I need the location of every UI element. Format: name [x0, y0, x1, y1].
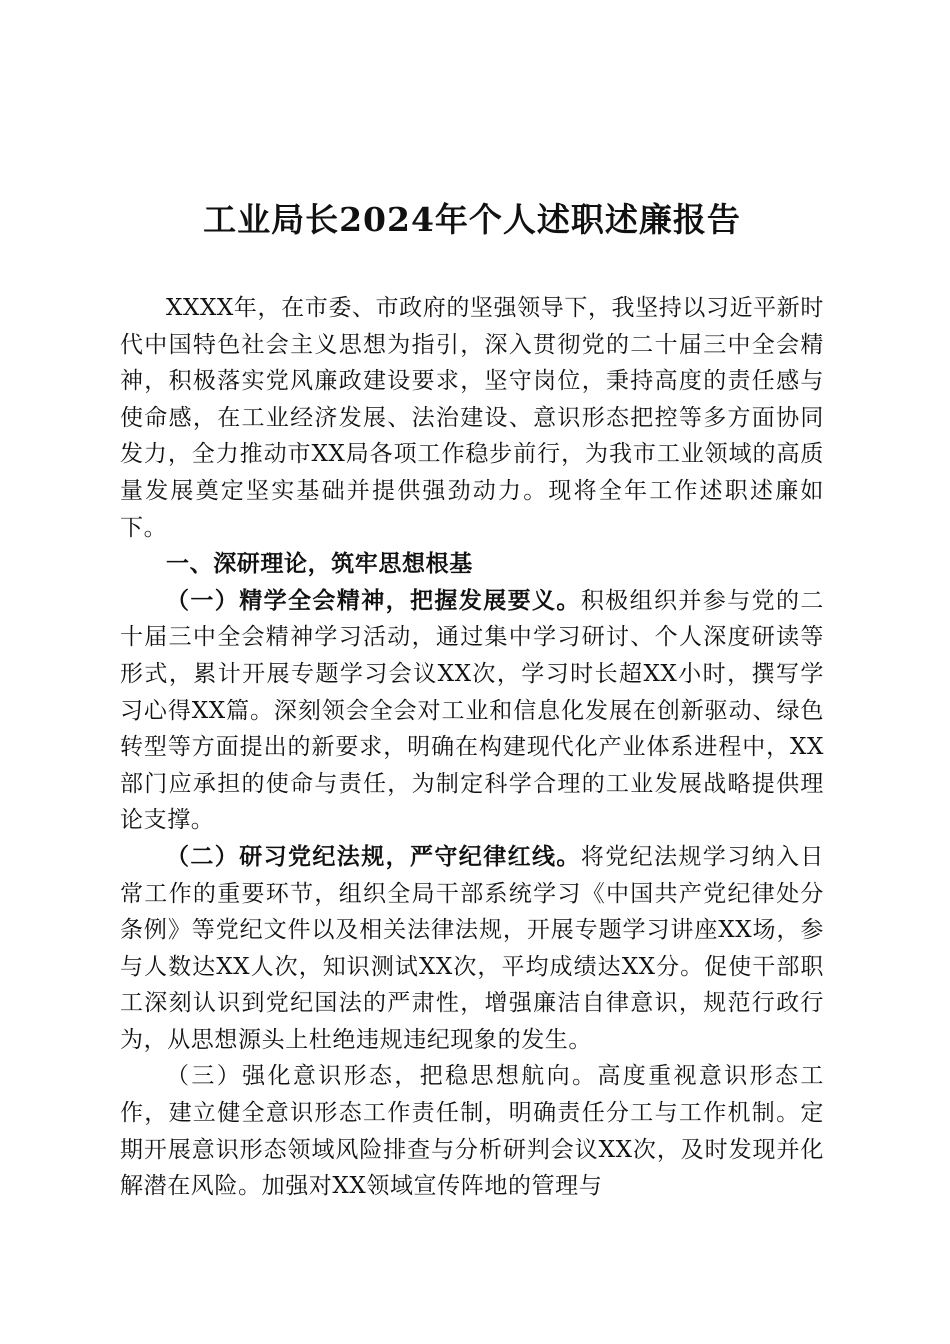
document-page [120, 0, 824, 1344]
paragraph-lead: （一）精学全会精神，把握发展要义。 [166, 586, 581, 614]
section-paragraph-2 [120, 839, 824, 1059]
document-title: 工业局长2024年个人述职述廉报告 [203, 200, 741, 239]
section-paragraph-3 [120, 1058, 824, 1204]
paragraph-lead: （二）研习党纪法规，严守纪律红线。 [166, 842, 581, 870]
document-body [120, 290, 824, 1205]
paragraph-text: 积极组织并参与党的二十届三中全会精神学习活动，通过集中学习研讨、个人深度研读等形式，累计开展专题学习会议XX次，学习时长超XX小时，撰写学习心得XX篇。深刻领会全会对工业和信息化发展在创新驱动、绿色转型等方面提出的新要求，明确在构建现代化产业体系进程中，XX部门应承担的使命与责任，为制定科学合理的工业发展战略提供理论支撑。 [120, 587, 825, 834]
section-paragraph-1 [120, 583, 824, 839]
intro-paragraph: XXXX年，在市委、市政府的坚强领导下，我坚持以习近平新时代中国特色社会主义思想为指引，深入贯彻党的二十届三中全会精神，积极落实党风廉政建设要求，坚守岗位，秉持高度的责任感与使命感，在工业经济发展、法治建设、意识形态把控等多方面协同发力，全力推动市XX局各项工作稳步前行，为我市工业领域的高质量发展奠定坚实基础并提供强劲动力。现将全年工作述职述廉如下。 [120, 295, 824, 541]
paragraph-text: 将党纪法规学习纳入日常工作的重要环节，组织全局干部系统学习《中国共产党纪律处分条例》等党纪文件以及相关法律法规，开展专题学习讲座XX场，参与人数达XX人次，知识测试XX次，平均成绩达XX分。促使干部职工深刻认识到党纪国法的严肃性，增强廉洁自律意识，规范行政行为，从思想源头上杜绝违规违纪现象的发生。 [120, 843, 825, 1053]
section-heading: 一、深研理论，筑牢思想根基 [166, 551, 473, 578]
paragraph-lead: （三）强化意识形态，把稳思想航向。 [166, 1063, 598, 1090]
paragraph-text: 高度重视意识形态工作，建立健全意识形态工作责任制，明确责任分工与工作机制。定期开展意识形态领域风险排查与分析研判会议XX次，及时发现并化解潜在风险。加强对XX领域宣传阵地的管理与 [120, 1063, 824, 1200]
